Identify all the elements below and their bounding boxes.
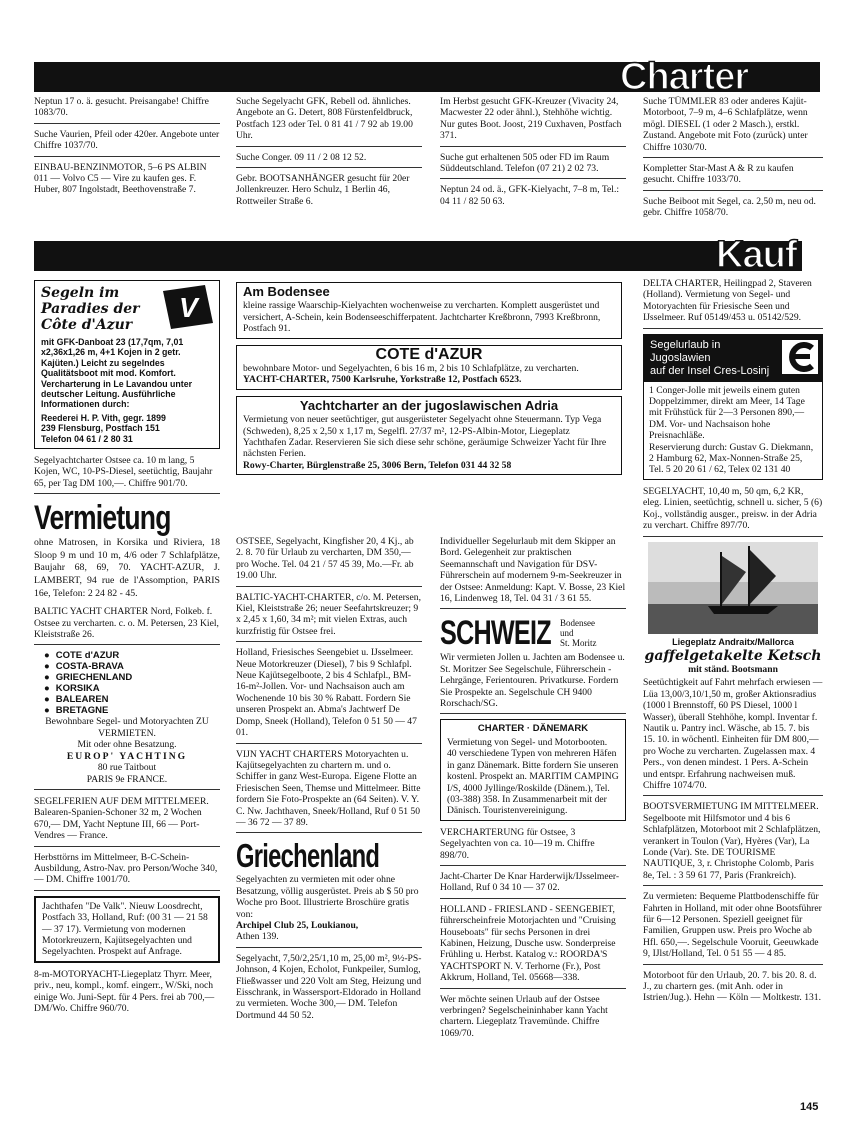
wide-ads <box>236 282 622 481</box>
vith-title-3: Côte d'Azur <box>41 317 133 333</box>
vith-body: mit GFK-Danboat 23 (17,7qm, 7,01 x2,36x1,26 m, 4+1 Kojen in 2 getr. Kajüten.) Leicht zu segelndes Qualitätsboot mit mod. Komfort. Vercharterung in Le Lavandou unter deutscher Leitung. Ausführliche Informationen durch: <box>41 337 193 410</box>
ad-beiboot: Suche Beiboot mit Segel, ca. 2,50 m, neu od. gebr. Chiffre 1058/70. <box>643 195 816 219</box>
mallorca-head: gaffelgetakelte Ketsch <box>644 647 822 664</box>
col2-lower <box>236 536 422 1030</box>
col2-top <box>236 96 422 216</box>
col3-lower <box>440 536 626 1048</box>
schweiz-side-2: und <box>560 628 574 639</box>
vermietung-body: ohne Matrosen, in Korsika und Riviera, 18 Sloop 9 m und 10 m, 4/6 oder 7 Schlafplätze, Baujahr 68, 69, 70. YACHT-AZUR, J. LAMBERT, 94 rue de l'Assomption, PARIS 16e, Telefon: 2 24 82 - 45. <box>34 537 220 599</box>
vith-contact-3: Telefon 04 61 / 2 80 31 <box>41 433 133 444</box>
vith-ad <box>34 280 220 449</box>
europ-line-4: 80 rue Taitbout <box>97 762 157 774</box>
col3-top <box>440 96 626 216</box>
kauf-band <box>34 241 802 271</box>
mallorca-sub: mit ständ. Bootsmann <box>688 663 778 675</box>
bodensee-head: Am Bodensee <box>243 284 330 299</box>
europ-item-5: ● BALEAREN <box>44 694 220 705</box>
ad-segelyacht-johnson: Segelyacht, 7,50/2,25/1,10 m, 25,00 m², 9½-PS-Johnson, 4 Kojen, Echolot, Funkpeiler, Sumlog, Fließwasser und 220 Volt am Steg, Heizung und Eisschrank, in Wassersport-Eldorado in Holland zu vermieten. Woche 300,— DM. Telefon Dortmund 44 50 52. <box>236 952 422 1021</box>
vith-title-1: Segeln im <box>41 285 120 301</box>
cote-ad <box>236 345 622 390</box>
ad-baltic-charter: BALTIC YACHT CHARTER Nord, Folkeb. f. Ostsee zu vercharten. c. o. M. Petersen, 23 Kiel, Kleiststraße 26. <box>34 606 220 645</box>
daenemark-ad <box>440 719 626 820</box>
jugoslawien-contact: Reservierung durch: Gustav G. Diekmann, 2 Hamburg 62, Max-Nonnen-Straße 25, Tel. 5 20 20 61 / 62, Telex 02 131 40 <box>649 441 814 476</box>
col1-top <box>34 96 220 205</box>
col4-top <box>643 96 823 228</box>
vermietung-ad <box>34 499 220 600</box>
col1-lower <box>34 280 220 1023</box>
europ-item-4: ● KORSIKA <box>44 683 220 694</box>
jugoslawien-banner <box>644 335 822 382</box>
ad-de-knar: Jacht-Charter De Knar Harderwijk/IJsselmeer-Holland, Ruf 0 34 10 — 37 02. <box>440 871 626 899</box>
ad-neptun-17: Neptun 17 o. ä. gesucht. Preisangabe! Chiffre 1083/70. <box>34 96 220 124</box>
ad-gfk-kreuzer: Im Herbst gesucht GFK-Kreuzer (Vivacity 24, Macwester 22 oder ähnl.), Stehhöhe wichtig. Nur gutes Boot. Joost, 219 Cuxhaven, Postfach 371. <box>440 96 626 147</box>
europ-item-6: ● BRETAGNE <box>44 705 220 716</box>
ad-segelyacht-adria: SEGELYACHT, 10,40 m, 50 qm, 6,2 KR, eleg. Linien, seetüchtig, schnell u. sicher, 5 (6) Koj., vollständig ausger., preisw. in der Adria zu verchart. Chiffre 897/70. <box>643 486 823 537</box>
bodensee-ad <box>236 282 622 339</box>
ad-herbsttoerns: Herbsttörns im Mittelmeer, B-C-Schein-Ausbildung, Astro-Nav. pro Person/Woche 340,— DM. Chiffre 1001/70. <box>34 852 220 891</box>
ad-neptun-24: Neptun 24 od. ä., GFK-Kielyacht, 7–8 m, Tel.: 04 11 / 82 50 63. <box>440 184 620 207</box>
vith-title-2: Paradies der <box>41 301 140 317</box>
vermietung-head: Vermietung <box>34 499 171 538</box>
ad-star-mast: Kompletter Star-Mast A & R zu kaufen gesucht. Chiffre 1033/70. <box>643 163 823 191</box>
daenemark-body: Vermietung von Segel- und Motorbooten. 40 verschiedene Typen von mehreren Häfen in ganz Dänemark. Bitte fordern Sie unseren kostenl. Prospekt an. MARITIM CAMPING I/S, 4000 Jyllinge/Roskilde (Dänem.), Tel. (03-388) 358. In Zusammenarbeit mit der Dänisch. Touristenvereinigung. <box>447 736 619 817</box>
jugoslawien-line-2: Jugoslawien <box>650 351 711 364</box>
ad-ostsee-charter: Segelyachtcharter Ostsee ca. 10 m lang, 5 Kojen, WC, 10-PS-Diesel, seetüchtig, Baujahr 65, per Tag DM 100,—. Chiffre 901/70. <box>34 455 220 494</box>
ad-vijn: VIJN YACHT CHARTERS Motoryachten u. Kajütsegelyachten zu chartern m. und o. Schiffer in ganz West-Europa. Eigene Flotte an Friesischen Seen, Themse und Mittelmeer. Bitte fordern Sie Foto-Prospekte an (64 Seiten). V. Y. C. Nw. Jachthaven, Sneek/Holland, Ruf 0 51 50 — 36 72 — 37 89. <box>236 749 422 834</box>
ad-plattbodenschiffe: Zu vermieten: Bequeme Plattbodenschiffe für Fahrten in Holland, mit oder ohne Bootsführer für 6—12 Personen. Speziell geeignet für Familien, Gruppen usw. Preis pro Woche ab Hfl. 650,—. Segelschule Vooruit, Geeuwkade 9, IJlst/Holland, Tel. 0 51 55 — 4 85. <box>643 891 823 964</box>
mallorca-body: Seetüchtigkeit auf Fahrt mehrfach erwiesen — Lüa 13,00/3,10/1,50 m, großer Aktionsradius (1000 l Brennstoff, 60 PS Diesel, 1000 l Wasser), überall Stehhöhe, kompl. Inventar f. Nautik u. Pantry incl. Wäsche, ab 15. 7. bis 15. 10. in wöchentl. Einheiten für DM 800,— pro Woche zu vercharten. Zugelassen max. 4 Pers., von denen mindest. 1 Pers. A-Schein und entspr. Erfahrung nachweisen muß. Chiffre 1074/70. <box>643 677 823 791</box>
ad-baltic-yacht-charter: BALTIC-YACHT-CHARTER, c/o. M. Petersen, Kiel, Kleiststraße 26; neuer Seefahrtskreuzer; 9 x 2,45 x 1,60, 34 m²; mit vielen Extras, auch kurzfristig für Ostsee frei. <box>236 592 422 643</box>
ad-roorda: HOLLAND - FRIESLAND - SEENGEBIET, führerscheinfreie Motorjachten und "Cruising Houseboats" für sechs Personen in drei Kabinen, Heizung, Dusche usw. Sonderpreise Frühling u. Herbst. Katalog v.: ROORDA'S YACHTSPORT N. V. Terhorne (Fr.), Post Akkrum, Holland, Tel. 05668—338. <box>440 904 626 989</box>
jugoslawien-body: 1 Conger-Jolle mit jeweils einem guten Doppelzimmer, direkt am Meer, 14 Tage mit Frühstück für 2—3 Personen 890,— DM. Vor- und Nachsaison hohe Preisnachläße. <box>649 384 805 442</box>
daenemark-head: CHARTER · DÄNEMARK <box>477 723 589 735</box>
europ-item-2: ● COSTA-BRAVA <box>44 661 220 672</box>
ad-ostsee-kingfisher: OSTSEE, Segelyacht, Kingfisher 20, 4 Kj., ab 2. 8. 70 für Urlaub zu vercharten, DM 350,— pro Woche. Tel. 04 21 / 57 45 39, Mo.—Fr. ab 19.00 Uhr. <box>236 536 422 587</box>
griechenland-contact-2: Athen 139. <box>236 931 279 943</box>
jugoslawien-ad <box>643 334 823 480</box>
adria-contact: Rowy-Charter, Bürglenstraße 25, 3006 Bern, Telefon 031 44 32 58 <box>243 459 512 471</box>
griechenland-contact-1: Archipel Club 25, Loukianou, <box>236 919 359 931</box>
schweiz-side-1: Bodensee <box>560 618 595 629</box>
col4-lower <box>643 278 823 1013</box>
europ-line-1: Bewohnbare Segel- und Motoryachten ZU VERMIETEN. <box>45 716 209 739</box>
griechenland-ad <box>236 838 422 947</box>
jugoslawien-line-1: Segelurlaub in <box>650 338 721 351</box>
vith-contact-2: 239 Flensburg, Postfach 151 <box>41 423 160 434</box>
europ-ad <box>34 650 220 789</box>
ad-segelferien: SEGELFERIEN AUF DEM MITTELMEER. Balearen-Spanien-Schoner 32 m, 2 Wochen 670,— DM, Yacht Neptune III, 66 — Port-Vendres — France. <box>34 796 220 847</box>
ad-segelyacht-gfk: Suche Segelyacht GFK, Rebell od. ähnliches. Angebote an G. Detert, 808 Fürstenfeldbruck, Postfach 123 oder Tel. 0 81 41 / 7 92 ab 19.00 Uhr. <box>236 96 422 147</box>
ad-tuemmler: Suche TÜMMLER 83 oder anderes Kajüt-Motorboot, 7–9 m, 4–6 Schlafplätze, wenn mögl. DIESEL (1 oder 2 Masch.), erstkl. Zustand. Angebote mit Foto (zurück) unter Chiffre 1030/70. <box>643 96 823 158</box>
ad-bootsanhaenger: Gebr. BOOTSANHÄNGER gesucht für 20er Jollenkreuzer. Hero Schulz, 1 Berlin 46, Rottweiler Straße 6. <box>236 173 410 207</box>
kauf-heading: Kauf <box>716 234 797 276</box>
mallorca-caption: Liegeplatz Andraitx/Mallorca <box>672 636 794 647</box>
adria-head: Yachtcharter an der jugoslawischen Adria <box>299 397 559 413</box>
jugoslawien-line-3: auf der Insel Cres-Losinj <box>650 364 770 377</box>
cote-head: COTE d'AZUR <box>375 345 483 363</box>
europ-line-2: Mit oder ohne Besatzung. <box>77 739 177 751</box>
valk-ad: Jachthafen "De Valk". Nieuw Loosdrecht, Postfach 33, Holland, Ruf: (00 31 — 21 58 — 37 17). Vermietung von modernen Motorkreuzern, Kajütsegelyachten und Segelyachten. Prospekt auf Anfrage. <box>34 896 220 963</box>
ad-delta-charter: DELTA CHARTER, Heilingpad 2, Staveren (Holland). Vermietung von Segel- und Motoryachten für Friesische Seen und IJsselmeer. Ruf 05149/453 u. 05142/529. <box>643 278 823 329</box>
ad-motorboot-urlaub: Motorboot für den Urlaub, 20. 7. bis 20. 8. d. J., zu chartern ges. (mit Anh. oder in Istrien/Jug.). Hehn — Köln — Moltkestr. 131. <box>643 969 822 1004</box>
griechenland-body: Segelyachten zu vermieten mit oder ohne Besatzung, völlig ausgerüstet. Preis ab $ 50 pro Woche pro Boot. Illustrierte Broschüre gratis von: <box>236 874 419 920</box>
ad-vercharterung-ostsee: VERCHARTERUNG für Ostsee, 3 Segelyachten von ca. 10—19 m. Chiffre 898/70. <box>440 827 626 866</box>
europ-item-1: ● COTE d'AZUR <box>44 650 220 661</box>
schweiz-side-3: St. Moritz <box>560 638 597 649</box>
vith-contact-1: Reederei H. P. Vith, gegr. 1899 <box>41 412 166 423</box>
svg-text:V: V <box>179 292 198 323</box>
adria-body: Vermietung von neuer seetüchtiger, gut ausgerüsteter Segelyacht ohne Steuermann. Typ Vega (Schweden), 8,25 x 2,50 x 1,17 m, Segelfl. 27/37 m², 12-PS-Albin-Motor, Liegeplatz Yachthafen Zadar. Reservieren Sie sich diese sehr schöne, geräumige Schweizer Yacht für Ihre nächsten Ferien. <box>243 414 607 460</box>
flag-v-icon <box>163 285 213 329</box>
ad-motoryacht: 8-m-MOTORYACHT-Liegeplatz Thyrr. Meer, priv., neu, kompl., komf. eingerr., W/Ski, noch einige Wo. Juni-Sept. für 4 Pers. frei ab 700,— DM/Wo. Chiffre 960/70. <box>34 968 215 1014</box>
europ-line-5: PARIS 9e FRANCE. <box>86 773 168 785</box>
ad-holland-friesisch: Holland, Friesisches Seengebiet u. IJsselmeer. Neue Motorkreuzer (Diesel), 7 bis 9 Schlafpl. Neue Kajütsegelboote, 2 bis 4 Schlafpl., BM-16-m²-Jollen. Vor- und Nachsaison auch am Wochenende 10 bis 30 % Rabatt. Fordern Sie unseren Prospekt an. Abma's Jachtwerf De Domp, Sneek (Holland), Telefon 0 51 50 — 47 01. <box>236 647 422 743</box>
adria-ad <box>236 396 622 475</box>
ad-conger: Suche Conger. 09 11 / 2 08 12 52. <box>236 152 422 168</box>
cote-body: bewohnbare Motor- und Segelyachten, 6 bis 16 m, 2 bis 10 Schlafplätze, zu vercharten. <box>243 363 579 375</box>
europ-line-3: EUROP' YACHTING <box>66 750 188 762</box>
ad-einbau-benzinmotor: EINBAU-BENZINMOTOR, 5–6 PS ALBIN 011 — Volvo C5 — Vire zu kaufen ges. F. Huber, 807 Ingolstadt, Beethovenstraße 7. <box>34 161 207 196</box>
ketch-photo <box>648 542 818 634</box>
ad-vaurien: Suche Vaurien, Pfeil oder 420er. Angebote unter Chiffre 1037/70. <box>34 129 220 157</box>
ad-travemuende: Wer möchte seinen Urlaub auf der Ostsee verbringen? Segelscheininhaber kann Yacht chartern. Liegeplatz Travemünde. Chiffre 1069/70. <box>440 993 608 1039</box>
mallorca-ad <box>643 542 823 797</box>
logo-e-icon <box>782 340 818 374</box>
ad-505-fd: Suche gut erhaltenen 505 oder FD im Raum Süddeutschland. Telefon (07 21) 2 02 73. <box>440 152 626 180</box>
ad-individueller-segelurlaub: Individueller Segelurlaub mit dem Skipper an Bord. Gelegenheit zur praktischen Seemannschaft und Navigation für DSV-Führerschein auf modernem 9-m-Seekreuzer in der Ostsee: Anmeldung: Kapt. V. Bosse, 23 Kiel 16, Lindenweg 18, Tel. 04 31 / 3 61 55. <box>440 536 626 609</box>
cote-contact: YACHT-CHARTER, 7500 Karlsruhe, Yorkstraße 12, Postfach 6523. <box>243 374 522 386</box>
bodensee-body: kleine rassige Waarschip-Kielyachten wochenweise zu vercharten. Komplett ausgerüstet und versichert, A-Schein, kein Bodenseeschifferpatent. Jachtcharter Kreßbronn, 7993 Kreßbronn, Postfach 91. <box>243 300 601 335</box>
griechenland-head: Griechenland <box>236 837 380 875</box>
schweiz-ad <box>440 614 626 714</box>
europ-item-3: ● GRIECHENLAND <box>44 672 220 683</box>
schweiz-head: SCHWEIZ <box>440 614 551 653</box>
page-number: 145 <box>800 1101 819 1113</box>
ad-bootsvermietung-mittelmeer: BOOTSVERMIETUNG IM MITTELMEER. Segelboote mit Hilfsmotor und 4 bis 6 Schlafplätzen, Motorboot mit 2 Schlafplätzen, verankert in Toulon (Var), Hyères (Var), La Londe (Var). Ste. DE TOURISME NAUTIQUE, 3, r. Christophe Colomb, Paris 8e, Tel. : 3 59 61 77, Paris (Frankreich). <box>643 801 823 886</box>
schweiz-body: Wir vermieten Jollen u. Jachten am Bodensee u. St. Moritzer See Segelschule, Führerschein - Lehrgänge, Ferientouren. Privatkurse. Fordern Sie Prospekte an. Segelschule CH 9400 Rorschach/SG. <box>440 652 625 710</box>
charter-heading: Charter <box>620 56 749 98</box>
